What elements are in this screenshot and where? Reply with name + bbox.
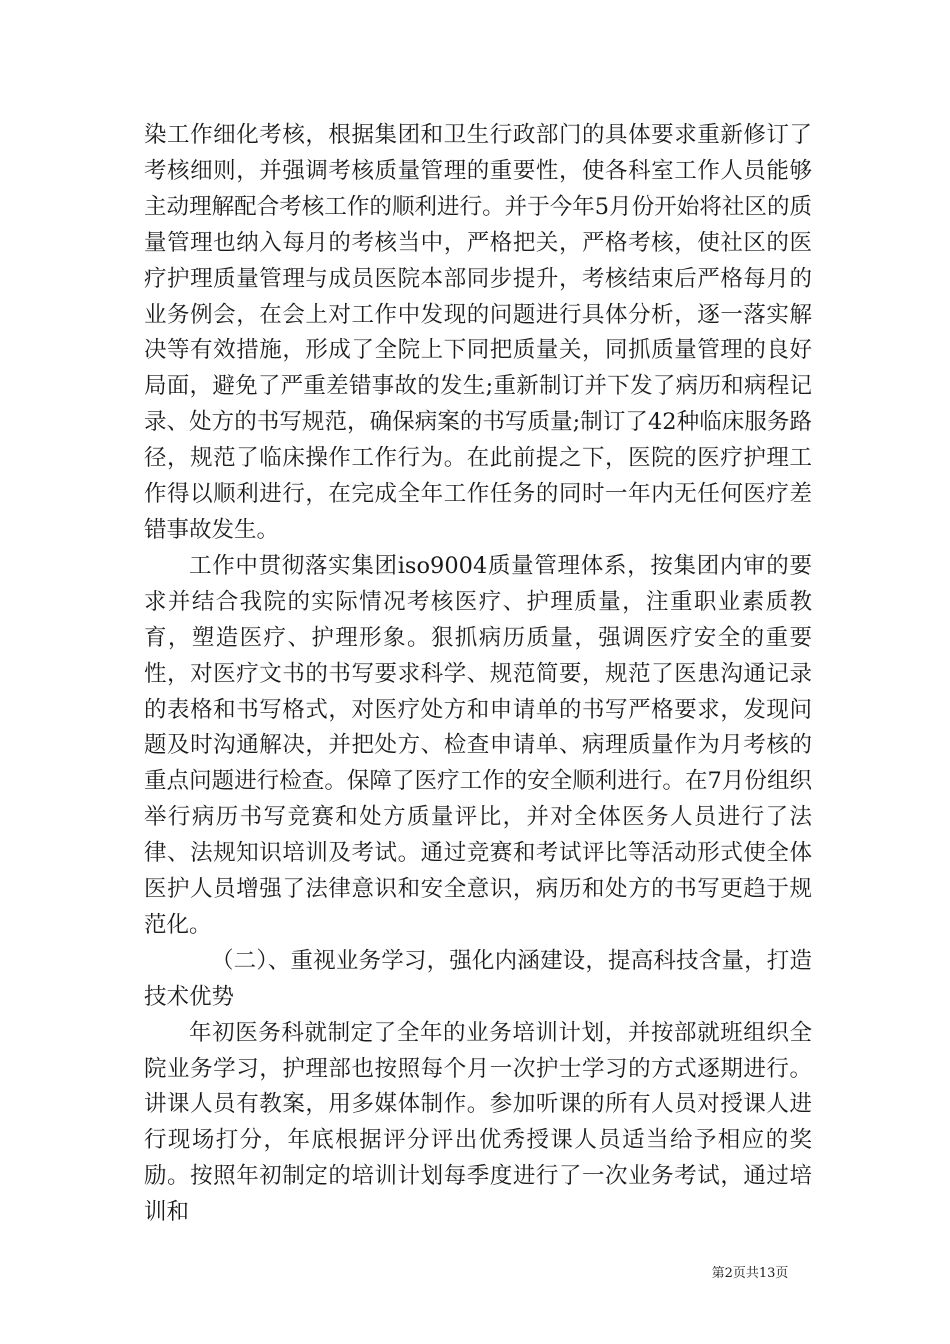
paragraph-quality-management: 工作中贯彻落实集团iso9004质量管理体系，按集团内审的要求并结合我院的实际情况考核医疗、护理质量，注重职业素质教育，塑造医疗、护理形象。狠抓病历质量，强调医疗安全的重要性，对医疗文书的书写要求科学、规范简要，规范了医患沟通记录的表格和书写格式，对医疗处方和申请单的书写严格要求，发现问题及时沟通解决，并把处方、检查申请单、病理质量作为月考核的重点问题进行检查。保障了医疗工作的安全顺利进行。在7月份组织举行病历书写竞赛和处方质量评比，并对全体医务人员进行了法律、法规知识培训及考试。通过竞赛和考试评比等活动形式使全体医护人员增强了法律意识和安全意识，病历和处方的书写更趋于规范化。	[144, 552, 812, 938]
document-body	[144, 118, 812, 1231]
page-number: 第2页共13页	[711, 1266, 789, 1281]
paragraph-continuation: 染工作细化考核，根据集团和卫生行政部门的具体要求重新修订了考核细则，并强调考核质量管理的重要性，使各科室工作人员能够主动理解配合考核工作的顺利进行。并于今年5月份开始将社区的质量管理也纳入每月的考核当中，严格把关，严格考核，使社区的医疗护理质量管理与成员医院本部同步提升，考核结束后严格每月的业务例会，在会上对工作中发现的问题进行具体分析，逐一落实解决等有效措施，形成了全院上下同把质量关，同抓质量管理的良好局面，避免了严重差错事故的发生;重新制订并下发了病历和病程记录、处方的书写规范，确保病案的书写质量;制订了42种临床服务路径，规范了临床操作工作行为。在此前提之下，医院的医疗护理工作得以顺利进行，在完成全年工作任务的同时一年内无任何医疗差错事故发生。	[144, 122, 812, 543]
section-heading: （二）、重视业务学习，强化内涵建设，提高科技含量，打造技术优势	[144, 947, 812, 1010]
paragraph-training: 年初医务科就制定了全年的业务培训计划，并按部就班组织全院业务学习，护理部也按照每个月一次护士学习的方式逐期进行。讲课人员有教案，用多媒体制作。参加听课的所有人员对授课人进行现场打分，年底根据评分评出优秀授课人员适当给予相应的奖励。按照年初制定的培训计划每季度进行了一次业务考试，通过培训和	[144, 1019, 812, 1226]
